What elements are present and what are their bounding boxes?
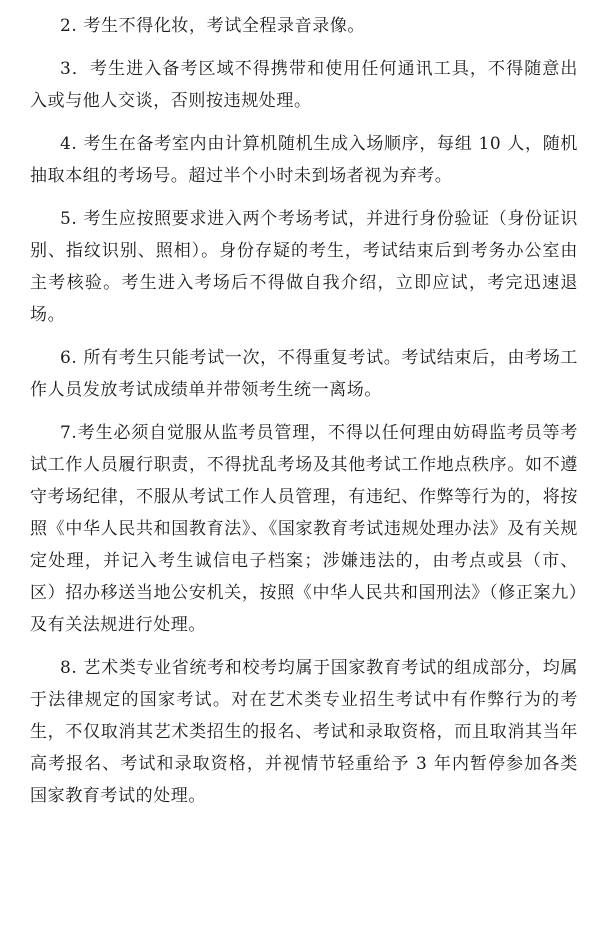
rule-paragraph-5: 5. 考生应按照要求进入两个考场考试，并进行身份验证（身份证识别、指纹识别、照相）。身份存疑的考生，考试结束后到考务办公室由主考核验。考生进入考场后不得做自我介绍，立即应试，考完迅速退场。: [30, 209, 578, 325]
rule-paragraph-2: 2. 考生不得化妆，考试全程录音录像。: [60, 16, 366, 36]
rule-paragraph-8: 8. 艺术类专业省统考和校考均属于国家教育考试的组成部分，均属于法律规定的国家考试。对在艺术类专业招生考试中有作弊行为的考生，不仅取消其艺术类招生的报名、考试和录取资格，而且取消其当年高考报名、考试和录取资格，并视情节轻重给予 3 年内暂停参加各类国家教育考试的处理。: [30, 658, 578, 806]
rule-paragraph-6: 6. 所有考生只能考试一次，不得重复考试。考试结束后，由考场工作人员发放考试成绩单并带领考生统一离场。: [30, 348, 578, 400]
rule-paragraph-7: 7.考生必须自觉服从监考员管理，不得以任何理由妨碍监考员等考试工作人员履行职责，不得扰乱考场及其他考试工作地点秩序。如不遵守考场纪律，不服从考试工作人员管理，有违纪、作弊等行为的，将按照《中华人民共和国教育法》、《国家教育考试违规处理办法》及有关规定处理，并记入考生诚信电子档案；涉嫌违法的，由考点或县（市、区）招办移送当地公安机关，按照《中华人民共和国刑法》（修正案九）及有关法规进行处理。: [30, 423, 578, 635]
rule-paragraph-3: 3．考生进入备考区域不得携带和使用任何通讯工具，不得随意出入或与他人交谈，否则按违规处理。: [30, 59, 578, 111]
rule-paragraph-4: 4. 考生在备考室内由计算机随机生成入场顺序，每组 10 人，随机抽取本组的考场号。超过半个小时未到场者视为弃考。: [30, 134, 578, 186]
